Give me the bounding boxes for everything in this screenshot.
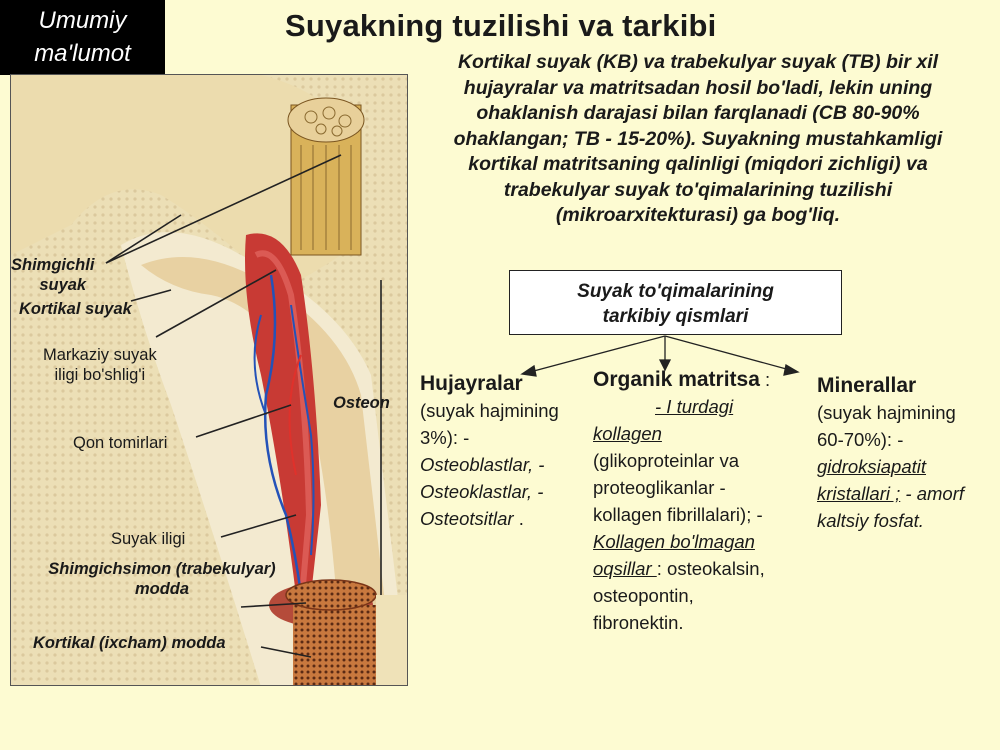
label-kortikal-ixcham: Kortikal (ixcham) modda xyxy=(33,634,226,652)
hujayralar-osteotsitlar-end: . xyxy=(513,508,524,529)
column-organik-matritsa xyxy=(593,366,815,636)
label-shimgichli-line2: suyak xyxy=(39,276,87,294)
hujayralar-osteoblastlar: Osteoblastlar, - xyxy=(420,454,545,475)
components-box-line2: tarkibiy qismlari xyxy=(602,306,749,327)
organik-l4: proteoglikanlar - xyxy=(593,477,726,498)
intro-text: Kortikal suyak (KB) va trabekulyar suyak (TB) bir xil hujayralar va matritsadan hosil bo'ladi, lekin uning ohaklanish darajasi bilan farqlanadi (CB 80-90% ohaklangan; TB - 15-20%). Suyakning mustahkamligi kortikal matritsaning qalinligi (miqdori zichligi) va trabekulyar suyak to'qimalarining tuzilishi (mikroarxitekturasi) ga bog'liq. xyxy=(453,51,943,226)
organik-l3: (glikoproteinlar va xyxy=(593,450,740,471)
minerallar-l4b: - amorf xyxy=(900,483,964,504)
column-hujayralar xyxy=(420,370,590,532)
hujayralar-osteotsitlar: Osteotsitlar xyxy=(420,508,514,529)
label-markaziy-line2: iligi bo'shlig'i xyxy=(54,366,146,384)
column-minerallar xyxy=(817,372,997,534)
minerallar-l5: kaltsiy fosfat. xyxy=(817,510,924,531)
label-qon-tomirlari: Qon tomirlari xyxy=(73,434,168,452)
label-osteon: Osteon xyxy=(333,394,390,412)
organik-l5: kollagen fibrillalari); - xyxy=(593,504,763,525)
label-shimgichli-line1: Shimgichli xyxy=(11,256,95,274)
minerallar-l3: gidroksiapatit xyxy=(817,456,927,477)
hujayralar-text2: 3%): - xyxy=(420,427,470,448)
slide-title: Suyakning tuzilishi va tarkibi xyxy=(285,8,717,43)
organik-l7b: : osteokalsin, xyxy=(656,558,765,579)
organik-l9: fibronektin. xyxy=(593,612,684,633)
components-box-line1: Suyak to'qimalarining xyxy=(577,281,774,302)
organik-l7a: oqsillar xyxy=(593,558,657,579)
section-tag-line1: Umumiy xyxy=(38,7,127,34)
label-markaziy-line1: Markaziy suyak xyxy=(43,346,157,364)
label-suyak-iligi: Suyak iligi xyxy=(111,530,186,548)
minerallar-l4a: kristallari ; xyxy=(817,483,901,504)
hujayralar-osteoklastlar: Osteoklastlar, - xyxy=(420,481,544,502)
label-shimgichsimon-line1: Shimgichsimon (trabekulyar) xyxy=(48,560,276,578)
organik-heading: Organik matritsa xyxy=(593,368,760,391)
organik-heading-end: : xyxy=(759,369,771,390)
organik-l1: - I turdagi xyxy=(655,396,734,417)
hujayralar-heading: Hujayralar xyxy=(420,372,523,395)
label-shimgichsimon-line2: modda xyxy=(134,580,190,598)
organik-l2: kollagen xyxy=(593,423,662,444)
organik-l6: Kollagen bo'lmagan xyxy=(593,531,755,552)
minerallar-l1: (suyak hajmining xyxy=(817,402,956,423)
hujayralar-text1: (suyak hajmining xyxy=(420,400,559,421)
section-tag-line2: ma'lumot xyxy=(34,40,131,67)
label-kortikal-suyak: Kortikal suyak xyxy=(19,300,132,318)
minerallar-heading: Minerallar xyxy=(817,374,917,397)
minerallar-l2: 60-70%): - xyxy=(817,429,904,450)
organik-l8: osteopontin, xyxy=(593,585,694,606)
